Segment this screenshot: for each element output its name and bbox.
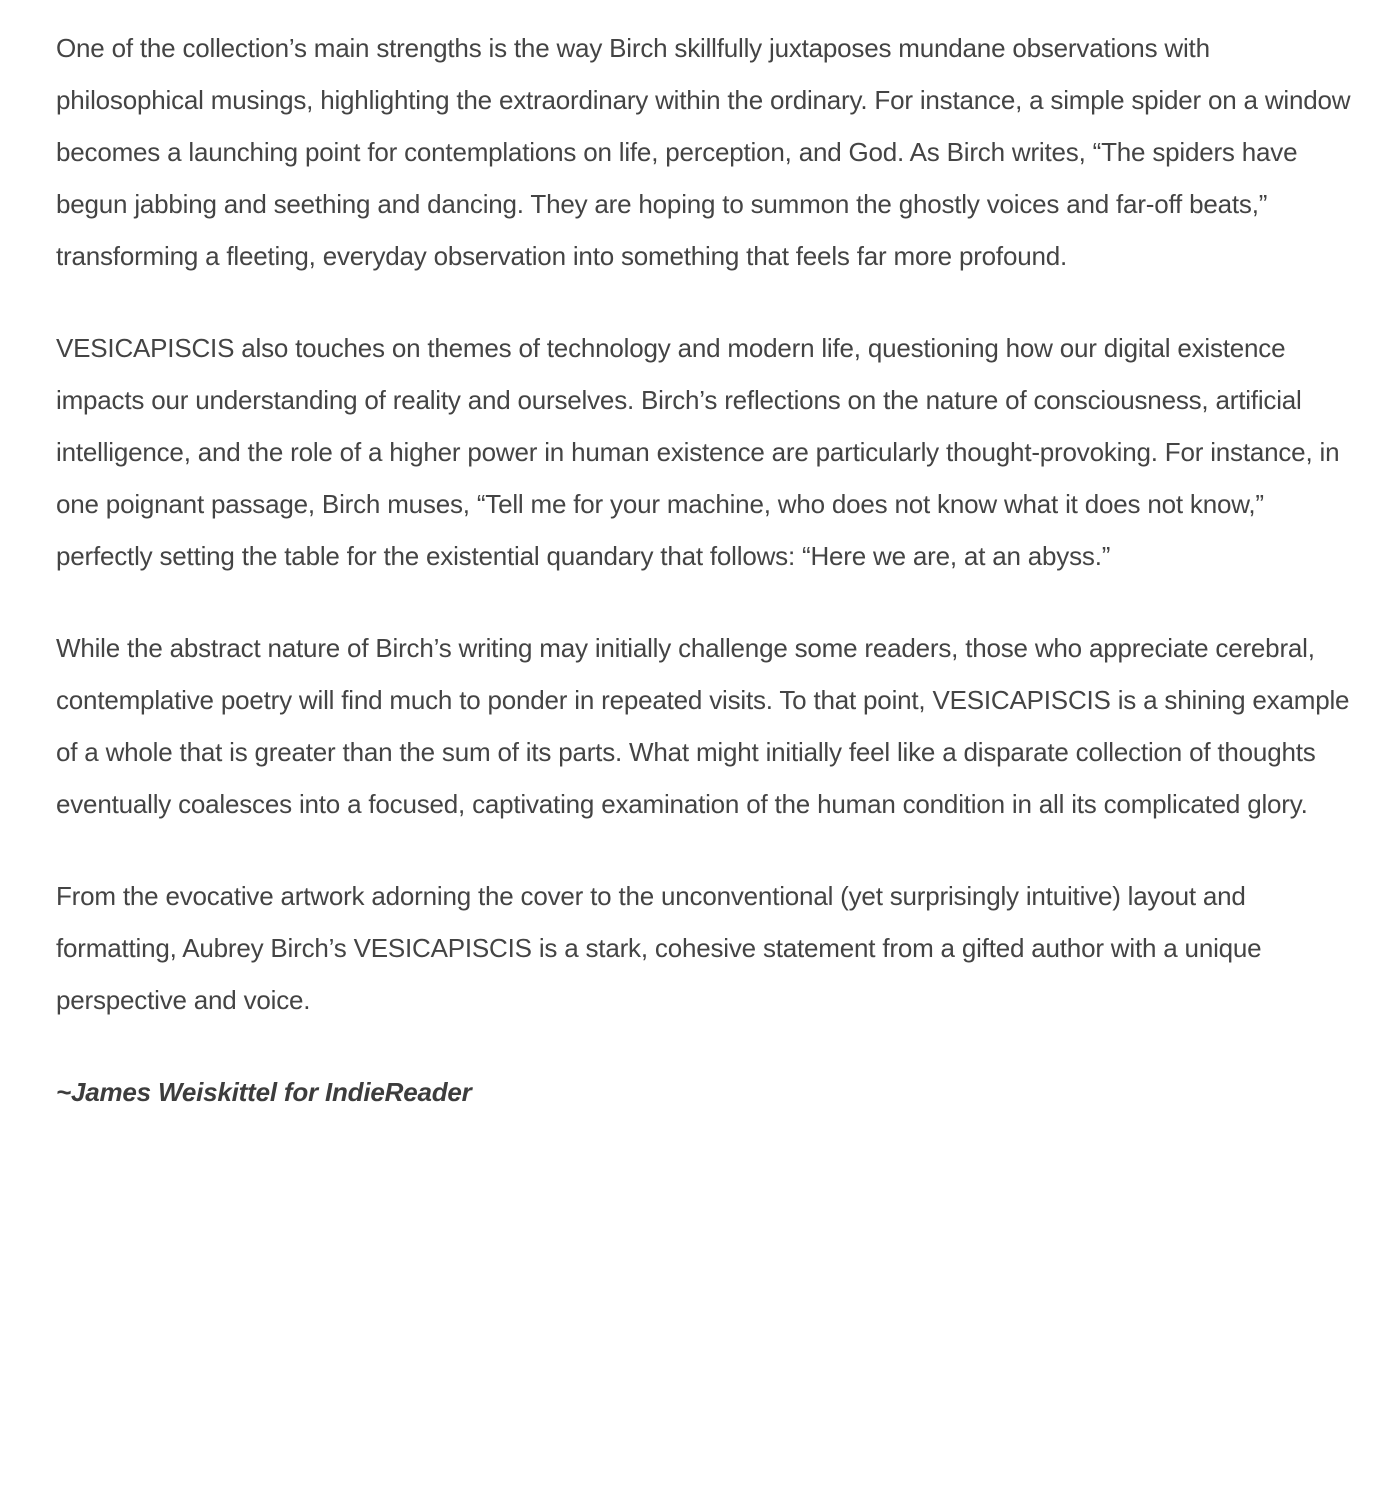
paragraph-abstract-nature: While the abstract nature of Birch’s writing may initially challenge some readers, those who appreciate cerebral, contemplative poetry will find much to ponder in repeated visits. To that point, VESICAPISCIS is a shining example of a whole that is greater than the sum of its parts. What might initially feel like a disparate collection of thoughts eventually coalesces into a focused, captivating examination of the human condition in all its complicated glory. bbox=[56, 633, 1350, 819]
review-signature: ~James Weiskittel for IndieReader bbox=[56, 1077, 472, 1107]
paragraph-conclusion: From the evocative artwork adorning the cover to the unconventional (yet surprisingly intuitive) layout and formatting, Aubrey Birch’s VESICAPISCIS is a stark, cohesive statement from a gifted author with a unique perspective and voice. bbox=[56, 881, 1262, 1015]
paragraph-technology: VESICAPISCIS also touches on themes of technology and modern life, questioning how our digital existence impacts our understanding of reality and ourselves. Birch’s reflections on the nature of consciousness, artificial intelligence, and the role of a higher power in human existence are particularly thought-provoking. For instance, in one poignant passage, Birch muses, “Tell me for your machine, who does not know what it does not know,” perfectly setting the table for the existential quandary that follows: “Here we are, at an abyss.” bbox=[56, 333, 1340, 571]
paragraph-strengths: One of the collection’s main strengths is the way Birch skillfully juxtaposes mundane observations with philosophical musings, highlighting the extraordinary within the ordinary. For instance, a simple spider on a window becomes a launching point for contemplations on life, perception, and God. As Birch writes, “The spiders have begun jabbing and seething and dancing. They are hoping to summon the ghostly voices and far-off beats,” transforming a fleeting, everyday observation into something that feels far more profound. bbox=[56, 33, 1351, 271]
article-body bbox=[56, 22, 1356, 1158]
